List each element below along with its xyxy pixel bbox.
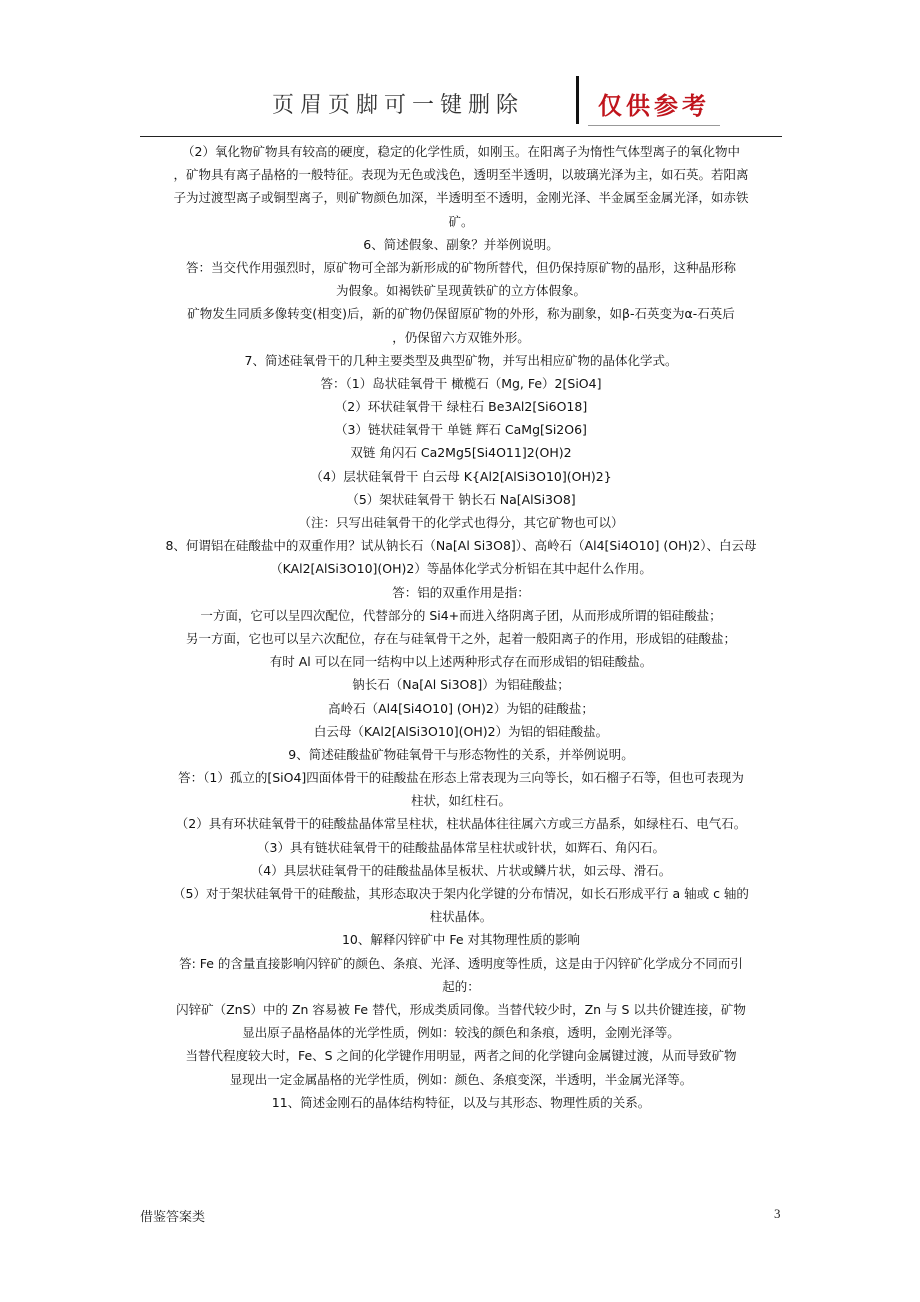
text-line: 矿物发生同质多像转变(相变)后，新的矿物仍保留原矿物的外形，称为副象，如β-石英变为α-石英后 (187, 306, 735, 322)
text-line: （5）对于架状硅氧骨干的硅酸盐，其形态取决于架内化学键的分布情况，如长石形成平行 a 轴或 c 轴的 (173, 886, 749, 901)
text-line: 答：（1）孤立的[SiO4]四面体骨干的硅酸盐在形态上常表现为三向等长，如石榴子石等，但也可表现为 (178, 770, 744, 786)
text-line: 答：（1）岛状硅氧骨干 橄榄石（Mg, Fe）2[SiO4] (320, 375, 602, 391)
header-divider (576, 76, 579, 124)
text-line: 高岭石（Al4[Si4O10] (OH)2）为铝的硅酸盐； (328, 700, 594, 716)
page-number: 3 (774, 1206, 781, 1221)
text-line: 答: Fe 的含量直接影响闪锌矿的颜色、条痕、光泽、透明度等性质，这是由于闪锌矿化学成分不同而引 (179, 955, 743, 971)
text-line: （2）氧化物矿物具有较高的硬度，稳定的化学性质，如刚玉。在阳离子为惰性气体型离子的氧化物中 (182, 144, 740, 159)
text-line: 答：铝的双重作用是指： (392, 584, 530, 600)
text-line: 为假象。如褐铁矿呈现黄铁矿的立方体假象。 (335, 283, 586, 299)
text-line: （4）具层状硅氧骨干的硅酸盐晶体呈板状、片状或鳞片状，如云母、滑石。 (250, 862, 672, 878)
text-line: 10、解释闪锌矿中 Fe 对其物理性质的影响 (341, 932, 581, 948)
document-body (140, 140, 782, 1114)
text-line: （2）环状硅氧骨干 绿柱石 Be3Al2[Si6O18] (334, 399, 588, 415)
text-line: 闪锌矿（ZnS）中的 Zn 容易被 Fe 替代，形成类质同像。当替代较少时，Zn 与 S 以共价键连接，矿物 (176, 1001, 746, 1017)
text-line: 显出原子晶格晶体的光学性质，例如：较浅的颜色和条痕，透明，金刚光泽等。 (242, 1025, 680, 1041)
header-stamp: 仅供参考 (588, 82, 720, 126)
text-line: 6、简述假象、副象？并举例说明。 (363, 236, 559, 252)
text-line: （3）具有链状硅氧骨干的硅酸盐晶体常呈柱状或针状，如辉石、角闪石。 (257, 839, 665, 855)
text-line: 双链 角闪石 Ca2Mg5[Si4O11]2(OH)2 (350, 445, 572, 461)
text-line: 显现出一定金属晶格的光学性质，例如：颜色、条痕变深，半透明，半金属光泽等。 (229, 1071, 693, 1087)
text-line: 8、何谓铝在硅酸盐中的双重作用？试从钠长石（Na[Al Si3O8]）、高岭石（Al4[Si4O10] (OH)2）、白云母 (165, 538, 757, 554)
text-line: （3）链状硅氧骨干 单链 辉石 CaMg[Si2O6] (335, 422, 587, 438)
text-line: （2）具有环状硅氧骨干的硅酸盐晶体常呈柱状，柱状晶体往往属六方或三方晶系，如绿柱石、电气石。 (175, 816, 747, 832)
text-line: 7、简述硅氧骨干的几种主要类型及典型矿物，并写出相应矿物的晶体化学式。 (244, 352, 678, 368)
text-line: 另一方面，它也可以呈六次配位，存在与硅氧骨干之外，起着一般阳离子的作用，形成铝的硅酸盐； (185, 630, 736, 646)
text-line: （5）架状硅氧骨干 钠长石 Na[AlSi3O8] (346, 491, 576, 507)
text-line: 矿。 (448, 213, 474, 229)
text-line: 柱状晶体。 (429, 909, 493, 925)
text-line: 答：当交代作用强烈时，原矿物可全部为新形成的矿物所替代，但仍保持原矿物的晶形，这种晶形称 (185, 259, 736, 275)
text-line: 11、简述金刚石的晶体结构特征，以及与其形态、物理性质的关系。 (271, 1094, 651, 1110)
text-line: 白云母（KAl2[AlSi3O10](OH)2）为铝的铝硅酸盐。 (313, 723, 609, 739)
text-line: ，仍保留六方双锥外形。 (392, 329, 530, 345)
text-line: 当替代程度较大时，Fe、S 之间的化学键作用明显，两者之间的化学键向金属键过渡，从而导致矿物 (185, 1048, 737, 1064)
page-header (140, 76, 780, 136)
text-line: ，矿物具有离子晶格的一般特征。表现为无色或浅色，透明至半透明，以玻璃光泽为主，如石英。若阳离 (173, 167, 749, 183)
text-line: 柱状，如红柱石。 (410, 793, 511, 809)
text-line: 子为过渡型离子或铜型离子，则矿物颜色加深，半透明至不透明，金刚光泽、半金属至金属光泽，如赤铁 (173, 190, 749, 206)
header-rule (140, 136, 782, 137)
text-line: （KAl2[AlSi3O10](OH)2）等晶体化学式分析铝在其中起什么作用。 (270, 561, 652, 577)
text-line: （注：只写出硅氧骨干的化学式也得分，其它矿物也可以） (298, 515, 624, 530)
text-line: 起的： (442, 978, 480, 994)
text-line: 钠长石（Na[Al Si3O8]）为铝硅酸盐； (352, 677, 570, 693)
footer-label: 借鉴答案类 (140, 1210, 206, 1225)
text-line: （4）层状硅氧骨干 白云母 K{Al2[AlSi3O10](OH)2} (310, 468, 612, 484)
text-line: 9、简述硅酸盐矿物硅氧骨干与形态物性的关系，并举例说明。 (288, 746, 634, 762)
header-title: 页眉页脚可一键删除 (272, 93, 525, 118)
text-line: 一方面，它可以呈四次配位，代替部分的 Si4+而进入络阴离子团，从而形成所谓的铝硅酸盐； (200, 607, 722, 623)
text-line: 有时 Al 可以在同一结构中以上述两种形式存在而形成铝的铝硅酸盐。 (269, 654, 653, 670)
